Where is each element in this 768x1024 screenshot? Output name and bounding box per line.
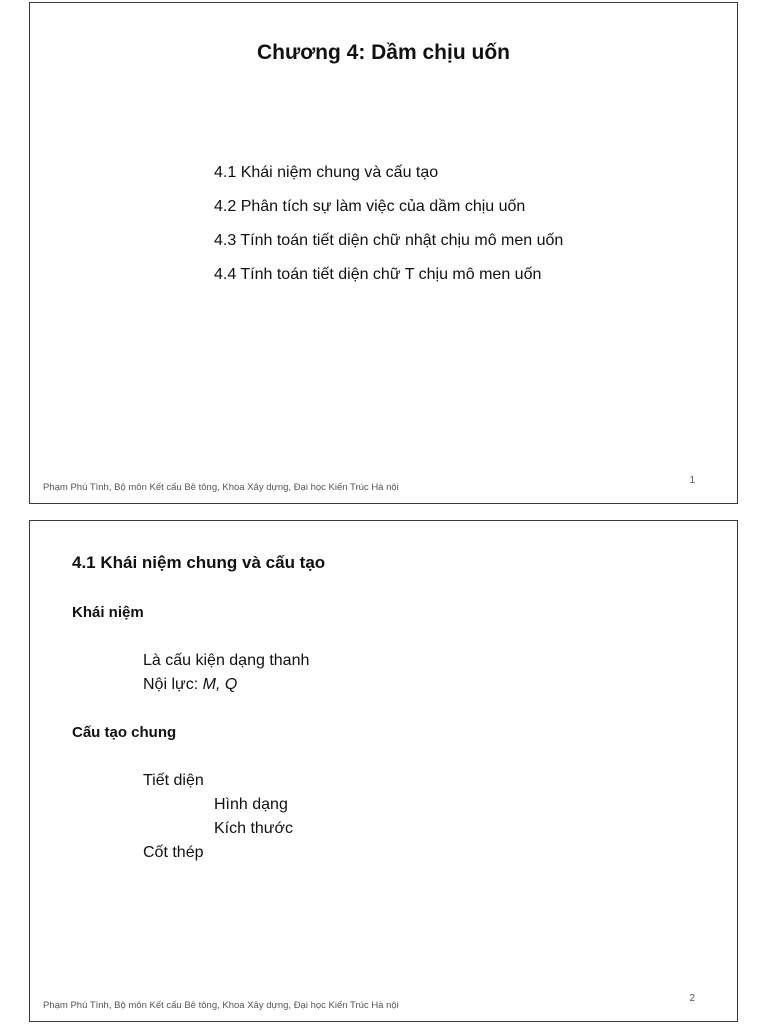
internal-force-label: Nội lực: xyxy=(143,676,203,693)
page-number: 2 xyxy=(689,993,695,1004)
slide-footer: Phạm Phú Tình, Bộ môn Kết cấu Bê tông, Khoa Xây dựng, Đại học Kiến Trúc Hà nội xyxy=(43,1000,399,1011)
slide-footer: Phạm Phú Tình, Bộ môn Kết cấu Bê tông, Khoa Xây dựng, Đại học Kiến Trúc Hà nội xyxy=(43,482,399,493)
section-heading: 4.1 Khái niệm chung và cấu tạo xyxy=(72,553,326,572)
structure-size: Kích thước xyxy=(214,820,294,837)
structure-rebar: Cốt thép xyxy=(143,844,204,861)
concept-heading: Khái niệm xyxy=(72,604,144,621)
concept-line-1: Là cấu kiện dạng thanh xyxy=(143,652,310,669)
structure-heading: Cấu tạo chung xyxy=(72,724,177,741)
slide-2 xyxy=(29,520,738,1022)
table-of-contents xyxy=(214,163,563,299)
structure-shape: Hình dạng xyxy=(214,796,288,813)
toc-item-4-3: 4.3 Tính toán tiết diện chữ nhật chịu mô men uốn xyxy=(214,232,564,249)
page-number: 1 xyxy=(689,475,695,486)
toc-item-4-2: 4.2 Phân tích sự làm việc của dầm chịu uốn xyxy=(214,198,526,215)
internal-force-symbols: M, Q xyxy=(202,676,238,693)
structure-section: Tiết diện xyxy=(143,772,204,789)
toc-item-4-1: 4.1 Khái niệm chung và cấu tạo xyxy=(214,164,439,181)
slide-1 xyxy=(29,2,738,504)
concept-line-2 xyxy=(143,675,237,695)
chapter-title: Chương 4: Dầm chịu uốn xyxy=(257,41,510,64)
toc-item-4-4: 4.4 Tính toán tiết diện chữ T chịu mô men uốn xyxy=(214,266,542,283)
